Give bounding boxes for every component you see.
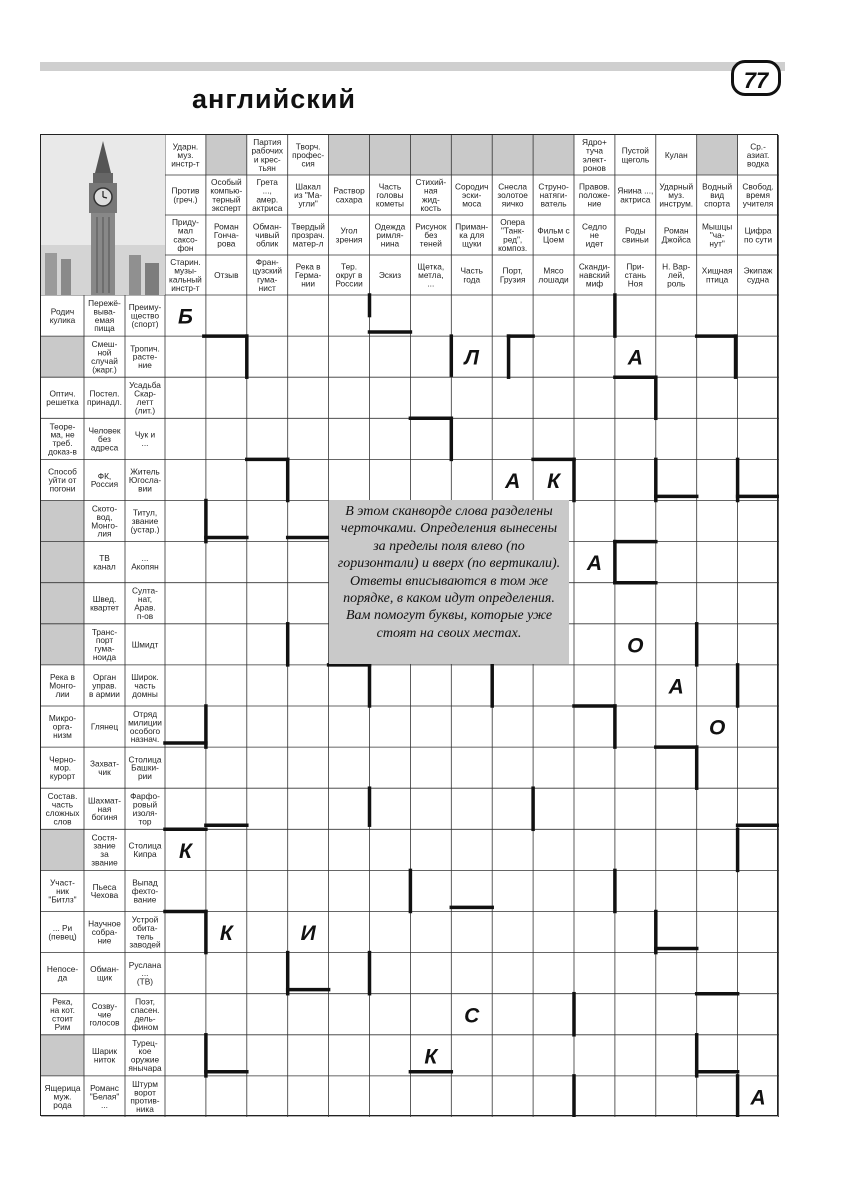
top-clue-text: Цифра по сути: [743, 225, 773, 245]
left-clue-text: Столица Кипра: [128, 840, 162, 860]
top-clue-text: Мясо лошади: [538, 265, 569, 285]
page-number: 77: [731, 60, 781, 96]
grey-clue-cell: [41, 336, 84, 377]
top-clue-text: Шакал из "Ма-угли": [294, 181, 323, 209]
left-clue-text: Ящерица муж. рода: [44, 1083, 81, 1110]
left-clue-text: Научное собра-ние: [88, 918, 121, 946]
left-clue-text: Столица Башки-рии: [128, 754, 162, 782]
top-clue-text: Рисунок без теней: [415, 221, 447, 249]
left-clue-text: Состав. часть сложных слов: [45, 791, 80, 827]
left-clue-text: ТВ канал: [93, 552, 116, 572]
left-clue-text: Пьеса Чехова: [90, 881, 119, 901]
top-clue-text: Правов. положе-ние: [578, 181, 611, 209]
given-letter: К: [424, 1045, 438, 1069]
left-clue-text: Романс "Белая" ...: [89, 1083, 120, 1110]
big-ben-illustration: [41, 135, 165, 295]
left-clue-text: Смеш-ной случай (жарг.): [91, 339, 118, 375]
left-clue-text: Постел. принадл.: [87, 388, 122, 407]
page-title: английский: [192, 84, 356, 114]
left-clue-text: ФК, Россия: [90, 470, 119, 490]
left-clue-text: Оптич. решетка: [46, 388, 79, 407]
grey-clue-cell: [206, 135, 247, 175]
given-letter: А: [627, 346, 643, 370]
header-stripe: [40, 62, 785, 71]
grey-clue-cell: [410, 135, 451, 175]
given-letter: А: [505, 469, 521, 493]
left-clue-text: Река, на кот. стоит Рим: [50, 996, 75, 1032]
left-clue-text: Ското-вод, Монго-лия: [91, 503, 118, 539]
left-clue-text: Отряд милиции особого назнач.: [128, 708, 162, 745]
top-clue-text: Струно-натяги-ватель: [538, 181, 569, 209]
left-clue-text: Созву-чие голосов: [89, 1000, 120, 1028]
given-letter: И: [300, 922, 316, 946]
top-clue-text: Партия рабочих и крес-тьян: [251, 137, 284, 173]
given-letter: К: [178, 839, 192, 863]
top-clue-text: Ср.-азиат. водка: [746, 141, 770, 169]
top-clue-text: Творч. профес-сия: [292, 141, 325, 169]
top-clue-text: Ударный муз. инструм.: [659, 181, 694, 209]
left-clue-text: Тропич. расте-ние: [130, 343, 160, 371]
scanword-instructions: В этом сканворде слова разделены черточками. Определения вынесены за пределы поля влево (по горизонтали) и вверх (по вертикали). Ответы вписываются в том же порядке, в каком идут определения. Вам помогут буквы, которые уже стоят на своих местах.: [329, 500, 569, 664]
top-clue-text: Часть года: [460, 265, 483, 285]
left-clue-text: Устрой обита-тель заводей: [129, 914, 161, 950]
grey-clue-cell: [370, 135, 411, 175]
top-clue-text: Щетка, метла, ...: [417, 261, 445, 289]
left-clue-text: Транс-порт гума-ноида: [91, 626, 118, 662]
left-clue-text: Человек без адреса: [88, 425, 121, 453]
left-clue-text: Глянец: [90, 721, 119, 732]
given-letter: А: [586, 552, 603, 576]
left-clue-text: Черно-мор. курорт: [49, 754, 76, 782]
left-clue-text: Шахмат-ная богиня: [87, 795, 122, 823]
top-clue-text: Ядро+ туча элект-ронов: [581, 137, 607, 173]
top-clue-text: Приду-мал саксо-фон: [171, 217, 199, 253]
left-clue-text: Преиму-щество (спорт): [128, 302, 162, 329]
top-clue-text: Грета ..., амер. актриса: [252, 177, 283, 213]
left-clue-text: Поэт, спасен. дель-фином: [130, 996, 160, 1032]
given-letter: А: [668, 675, 684, 699]
grey-clue-cell: [41, 542, 84, 583]
left-clue-text: Непосе-да: [46, 963, 79, 983]
given-letter: Л: [464, 346, 479, 370]
top-clue-text: Тер. округ в России: [335, 261, 363, 289]
left-clue-text: Микро-орга-низм: [48, 713, 77, 740]
left-clue-text: Швед. квартет: [90, 594, 119, 613]
grey-clue-cell: [41, 624, 84, 665]
left-clue-text: Орган управ. в армии: [89, 672, 120, 699]
left-clue-text: Река в Монго-лии: [49, 672, 76, 699]
top-clue-text: Старин. музы-кальный инстр-т: [169, 257, 202, 293]
given-letter: О: [627, 634, 644, 658]
top-clue-text: Н. Вар-лей, роль: [662, 261, 691, 289]
top-clue-text: Снесла золотое яичко: [497, 181, 528, 209]
top-clue-text: При-стань Ноя: [624, 261, 647, 289]
top-clue-text: Янина ..., актриса: [617, 185, 654, 205]
top-clue-text: Мышцы "ча-нут": [702, 221, 733, 249]
grey-clue-cell: [41, 1035, 84, 1076]
left-clue-text: ... Акопян: [131, 552, 159, 572]
grey-clue-cell: [329, 135, 370, 175]
top-clue-text: Роман Гонча-рова: [213, 221, 239, 249]
left-clue-text: Выпад фехто-вание: [131, 877, 159, 905]
left-clue-text: Участ-ник "Битлз": [48, 877, 77, 905]
top-clue-text: Часть головы кометы: [375, 181, 405, 209]
top-clue-text: Экипаж судна: [743, 265, 773, 285]
top-clue-text: Сканди-навский миф: [578, 261, 611, 289]
left-clue-text: Родич кулика: [49, 306, 76, 325]
top-clue-text: Фильм с Цоем: [537, 225, 570, 245]
top-clue-text: Эскиз: [378, 270, 402, 280]
grey-clue-cell: [41, 583, 84, 624]
given-letter: К: [547, 469, 561, 493]
top-clue-text: Твердый прозрач. матер-л: [291, 221, 325, 249]
left-clue-text: Фарфо-ровый изоля-тор: [130, 791, 160, 827]
left-clue-text: Состя-зание за звание: [91, 832, 118, 868]
top-clue-text: Фран-цузский гума-нист: [252, 257, 283, 293]
top-clue-text: Угол зрения: [335, 225, 363, 245]
given-letter: А: [750, 1086, 766, 1110]
given-letter: К: [219, 922, 233, 946]
top-clue-text: Роды свиньи: [621, 225, 649, 245]
top-clue-text: Отзыв: [214, 270, 239, 280]
given-letter: О: [708, 716, 726, 740]
left-clue-text: Султа-нат, Арав. п-ов: [132, 585, 158, 621]
header-band: [40, 62, 785, 132]
top-clue-text: Водный вид спорта: [702, 181, 733, 209]
left-clue-text: Титул, звание (устар.): [130, 507, 160, 535]
top-clue-text: Сородич эски-моса: [455, 181, 489, 209]
top-clue-text: Стихий-ная жид-кость: [415, 177, 447, 213]
top-clue-text: Кулан: [664, 150, 688, 160]
given-letter: С: [464, 1004, 480, 1028]
top-clue-text: Хищная птица: [701, 265, 733, 285]
left-clue-text: Пережё-выва-емая пища: [88, 297, 121, 334]
top-clue-text: Ударн. муз. инстр-т: [171, 141, 200, 169]
given-letter: Б: [178, 305, 193, 329]
grey-clue-cell: [41, 829, 84, 870]
left-clue-text: Житель Югосла-вии: [128, 466, 162, 494]
left-clue-text: Руслана ... (ТВ): [128, 959, 162, 987]
top-clue-text: Пустой щеголь: [621, 145, 650, 165]
grey-clue-cell: [451, 135, 492, 175]
left-clue-text: Обман-щик: [90, 963, 119, 983]
left-clue-text: Усадьба Скар-летт (лит.): [129, 380, 161, 416]
top-clue-text: Река в Герма-нии: [295, 261, 322, 289]
top-clue-text: Приман-ка для щуки: [455, 221, 489, 249]
top-clue-text: Одежда римля-нина: [374, 221, 406, 249]
top-clue-text: Особый компью-терный эксперт: [210, 177, 243, 213]
grey-clue-cell: [533, 135, 574, 175]
top-clue-text: Седло не идет: [582, 221, 607, 249]
left-clue-text: Способ уйти от погони: [48, 466, 77, 494]
left-clue-text: Чук и ...: [134, 429, 156, 449]
left-clue-text: Штурм ворот против-ника: [130, 1078, 160, 1115]
left-clue-text: Турец-кое оружие янычара: [128, 1037, 162, 1073]
top-clue-text: Раствор сахара: [333, 185, 365, 205]
top-clue-text: Роман Джойса: [661, 225, 691, 245]
left-clue-text: Шарик ниток: [91, 1046, 118, 1065]
top-clue-text: Опера "Танк-ред", композ.: [498, 217, 528, 253]
left-clue-text: ... Ри (певец): [48, 922, 77, 942]
top-clue-text: Свобод. время учителя: [742, 181, 774, 209]
left-clue-text: Широк. часть домны: [131, 672, 159, 699]
left-clue-text: Шмидт: [131, 639, 159, 650]
left-clue-text: Захват-чик: [89, 758, 120, 777]
grey-clue-cell: [41, 501, 84, 542]
grey-clue-cell: [492, 135, 533, 175]
grey-clue-cell: [697, 135, 738, 175]
left-clue-text: Теоре-ма, не треб. доказ-в: [48, 421, 77, 457]
top-clue-text: Обман-чивый облик: [252, 221, 282, 249]
top-clue-text: Порт, Грузия: [499, 265, 526, 285]
top-clue-text: Против (греч.): [171, 185, 200, 205]
